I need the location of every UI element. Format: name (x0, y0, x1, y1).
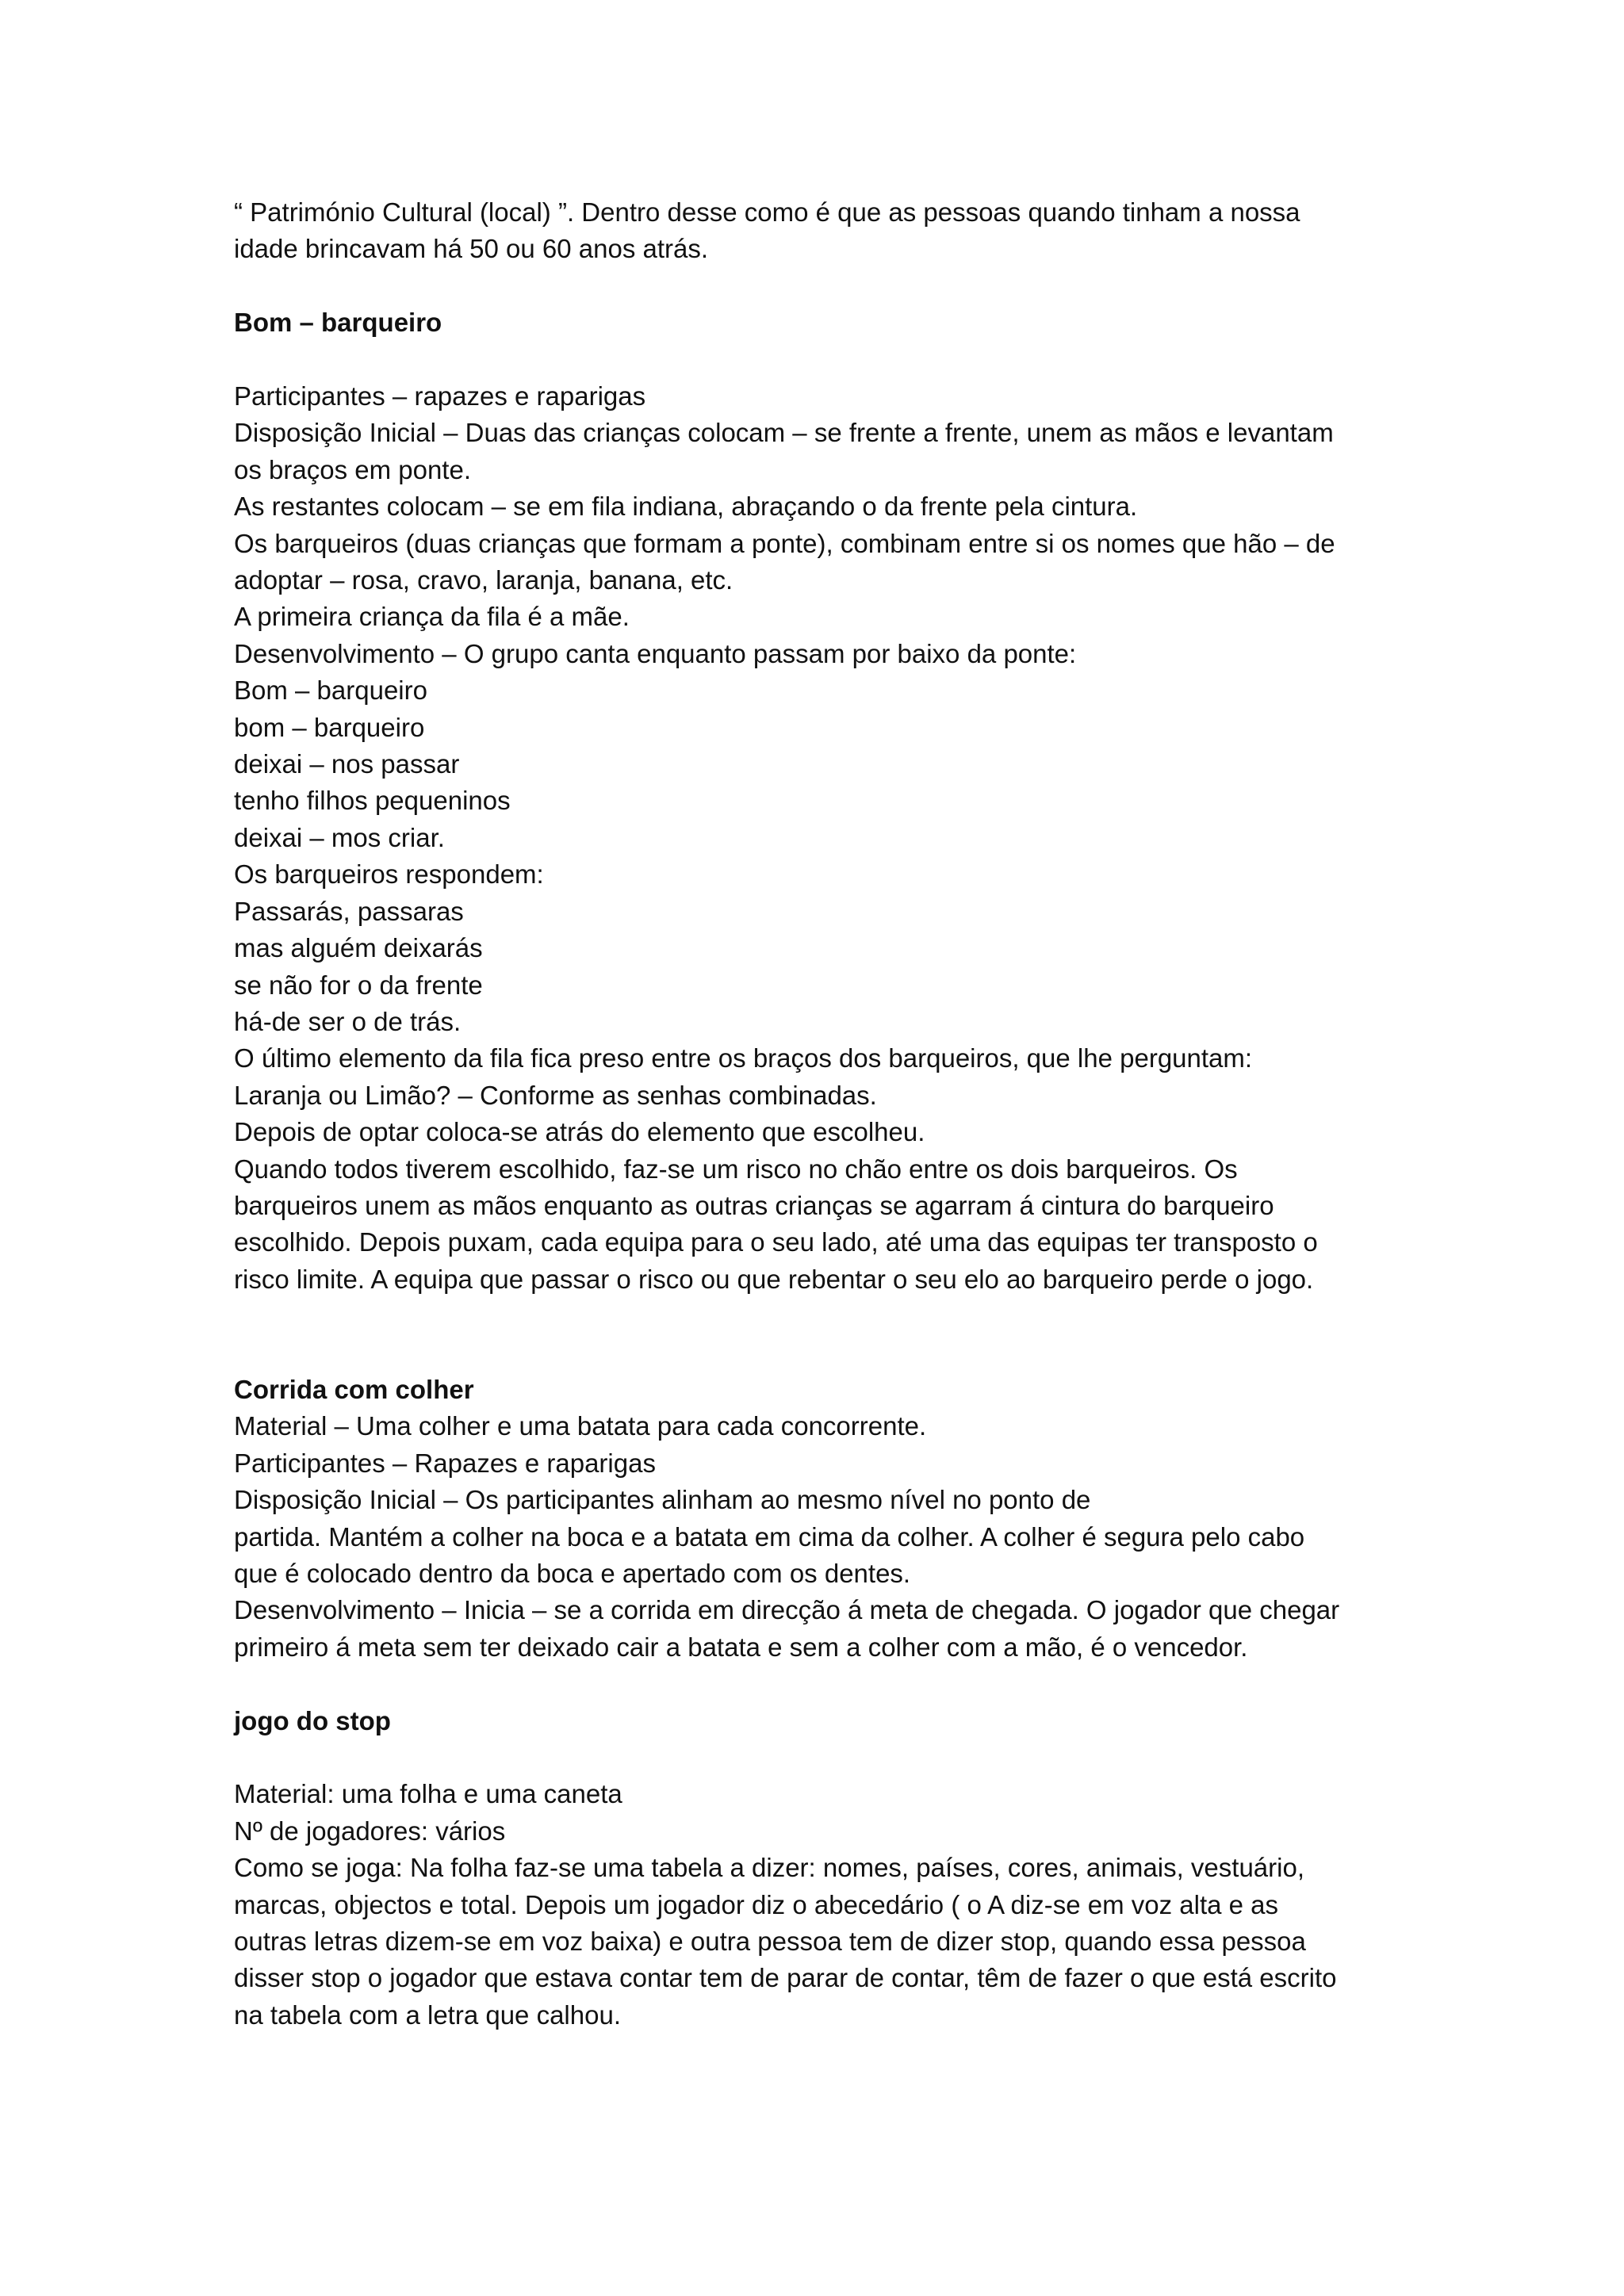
body-line: Disposição Inicial – Os participantes alinham ao mesmo nível no ponto de (234, 1485, 1091, 1515)
spacer (234, 1666, 1423, 1702)
body-line: Laranja ou Limão? – Conforme as senhas combinadas. (234, 1080, 877, 1110)
body-line: risco limite. A equipa que passar o risco ou que rebentar o seu elo ao barqueiro perde o jogo. (234, 1264, 1314, 1294)
song-line: bom – barqueiro (234, 712, 425, 742)
body-line: Material – Uma colher e uma batata para cada concorrente. (234, 1411, 927, 1441)
spacer (234, 1298, 1423, 1334)
song-line: mas alguém deixarás (234, 933, 483, 963)
section-title-corrida-com-colher: Corrida com colher (234, 1374, 474, 1404)
body-line: que é colocado dentro da boca e apertado com os dentes. (234, 1558, 911, 1588)
body-line: adoptar – rosa, cravo, laranja, banana, etc. (234, 565, 733, 595)
body-line: Quando todos tiverem escolhido, faz-se um risco no chão entre os dois barqueiros. Os (234, 1154, 1238, 1184)
body-line: Depois de optar coloca-se atrás do elemento que escolheu. (234, 1117, 925, 1147)
body-line: Disposição Inicial – Duas das crianças colocam – se frente a frente, unem as mãos e levantam (234, 418, 1334, 448)
body-line: marcas, objectos e total. Depois um jogador diz o abecedário ( o A diz-se em voz alta e as (234, 1889, 1279, 1919)
body-line: Desenvolvimento – O grupo canta enquanto passam por baixo da ponte: (234, 638, 1077, 668)
body-line: na tabela com a letra que calhou. (234, 1999, 621, 2030)
body-line: A primeira criança da fila é a mãe. (234, 602, 630, 632)
document-body (234, 194, 1423, 2034)
song-line: há-de ser o de trás. (234, 1006, 462, 1036)
body-line: Como se joga: Na folha faz-se uma tabela a dizer: nomes, países, cores, animais, vestuário, (234, 1853, 1304, 1883)
spacer (234, 268, 1423, 304)
song-line: se não for o da frente (234, 970, 483, 1000)
body-line: barqueiros unem as mãos enquanto as outras crianças se agarram á cintura do barqueiro (234, 1190, 1274, 1220)
intro-line: “ Património Cultural (local) ”. Dentro desse como é que as pessoas quando tinham a nossa (234, 197, 1300, 227)
body-line: As restantes colocam – se em fila indiana, abraçando o da frente pela cintura. (234, 492, 1138, 522)
intro-line: idade brincavam há 50 ou 60 anos atrás. (234, 234, 709, 264)
song-line: Bom – barqueiro (234, 675, 427, 706)
body-line: Participantes – rapazes e raparigas (234, 381, 646, 411)
spacer (234, 342, 1423, 378)
song-line: tenho filhos pequeninos (234, 786, 511, 816)
body-line: escolhido. Depois puxam, cada equipa para o seu lado, até uma das equipas ter transposto o (234, 1227, 1318, 1257)
body-line: primeiro á meta sem ter deixado cair a batata e sem a colher com a mão, é o vencedor. (234, 1632, 1248, 1662)
spacer (234, 1335, 1423, 1372)
body-line: outras letras dizem-se em voz baixa) e outra pessoa tem de dizer stop, quando essa pessoa (234, 1927, 1306, 1956)
body-line: Material: uma folha e uma caneta (234, 1779, 622, 1809)
song-line: deixai – mos criar. (234, 822, 445, 852)
song-line: Passarás, passaras (234, 896, 464, 926)
body-line: Os barqueiros respondem: (234, 859, 544, 890)
body-line: O último elemento da fila fica preso entre os braços dos barqueiros, que lhe perguntam: (234, 1043, 1253, 1073)
body-line: os braços em ponte. (234, 454, 471, 484)
body-line: partida. Mantém a colher na boca e a batata em cima da colher. A colher é segura pelo cabo (234, 1521, 1305, 1552)
body-line: Os barqueiros (duas crianças que formam a ponte), combinam entre si os nomes que hão – de (234, 528, 1335, 558)
body-line: disser stop o jogador que estava contar tem de parar de contar, têm de fazer o que está escrito (234, 1963, 1337, 1993)
body-line: Nº de jogadores: vários (234, 1816, 506, 1846)
section-title-jogo-do-stop: jogo do stop (234, 1705, 391, 1735)
song-line: deixai – nos passar (234, 749, 460, 779)
body-line: Desenvolvimento – Inicia – se a corrida em direcção á meta de chegada. O jogador que chegar (234, 1595, 1340, 1625)
section-title-bom-barqueiro: Bom – barqueiro (234, 308, 442, 338)
spacer (234, 1739, 1423, 1776)
body-line: Participantes – Rapazes e raparigas (234, 1448, 656, 1478)
